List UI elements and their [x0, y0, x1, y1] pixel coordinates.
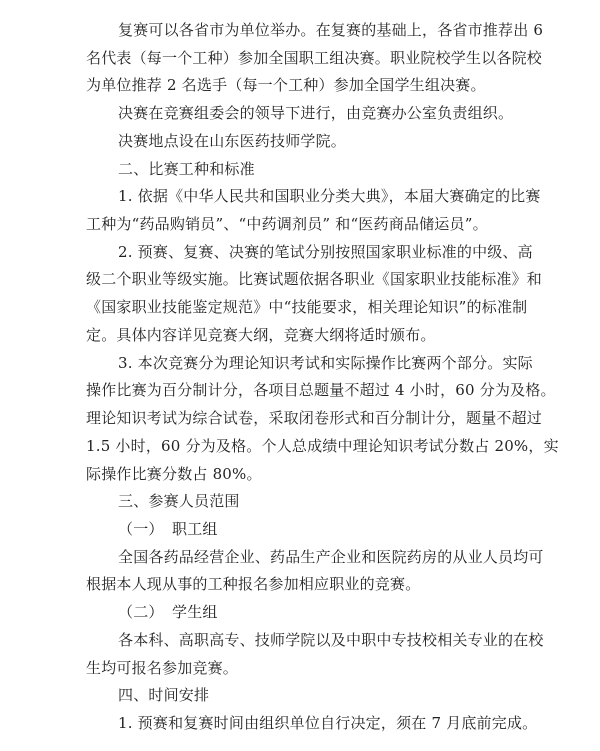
text-line: 操作比赛为百分制计分，各项目总题量不超过 4 小时，60 分为及格。 — [86, 381, 556, 400]
text-line: 名代表（每一个工种）参加全国职工组决赛。职业院校学生以各院校 — [86, 48, 543, 67]
subsection-label: （二） — [118, 603, 164, 622]
text-line: 1. 依据《中华人民共和国职业分类大典》，本届大赛确定的比赛 — [118, 187, 541, 206]
text-line: 根据本人现从事的工种报名参加相应职业的竞赛。 — [86, 575, 421, 594]
section-heading: 三、参赛人员范围 — [118, 492, 240, 511]
text-line: 决赛在竞赛组委会的领导下进行，由竞赛办公室负责组织。 — [118, 104, 514, 123]
text-line: 2. 预赛、复赛、决赛的笔试分别按照国家职业标准的中级、高 — [118, 242, 533, 261]
subsection-title: 学生组 — [172, 603, 218, 622]
text-line: 际操作比赛分数占 80%。 — [86, 464, 262, 483]
subsection-title: 职工组 — [172, 519, 218, 538]
text-line: 理论知识考试为综合试卷，采取闭卷形式和百分制计分，题量不超过 — [86, 409, 543, 428]
section-heading: 二、比赛工种和标准 — [118, 159, 255, 178]
section-heading: 四、时间安排 — [118, 686, 210, 705]
text-line: 级二个职业等级实施。比赛试题依据各职业《国家职业技能标准》和 — [86, 270, 543, 289]
text-line: 复赛可以各省市为单位举办。在复赛的基础上，各省市推荐出 6 — [118, 21, 544, 39]
text-line: 全国各药品经营企业、药品生产企业和医院药房的从业人员均可 — [118, 547, 544, 566]
text-line: 工种为“药品购销员”、“中药调剂员” 和“医药商品储运员”。 — [86, 215, 488, 234]
text-line: 1. 预赛和复赛时间由组织单位自行决定，须在 7 月底前完成。 — [118, 714, 538, 732]
text-line: 为单位推荐 2 名选手（每一个工种）参加全国学生组决赛。 — [86, 76, 486, 95]
text-line: 定。具体内容详见竞赛大纲，竞赛大纲将适时颁布。 — [86, 325, 436, 344]
text-line: 生均可报名参加竞赛。 — [86, 658, 239, 677]
text-line: 各本科、高职高专、技师学院以及中职中专技校相关专业的在校 — [118, 630, 544, 649]
text-line: 决赛地点设在山东医药技师学院。 — [118, 131, 347, 150]
text-line: 1.5 小时，60 分为及格。个人总成绩中理论知识考试分数占 20%，实 — [86, 436, 559, 455]
subsection-label: （一） — [118, 519, 164, 538]
text-line: 《国家职业技能鉴定规范》中“技能要求，相关理论知识”的标准制 — [86, 298, 528, 317]
text-line: 3. 本次竞赛分为理论知识考试和实际操作比赛两个部分。实际 — [118, 353, 533, 372]
